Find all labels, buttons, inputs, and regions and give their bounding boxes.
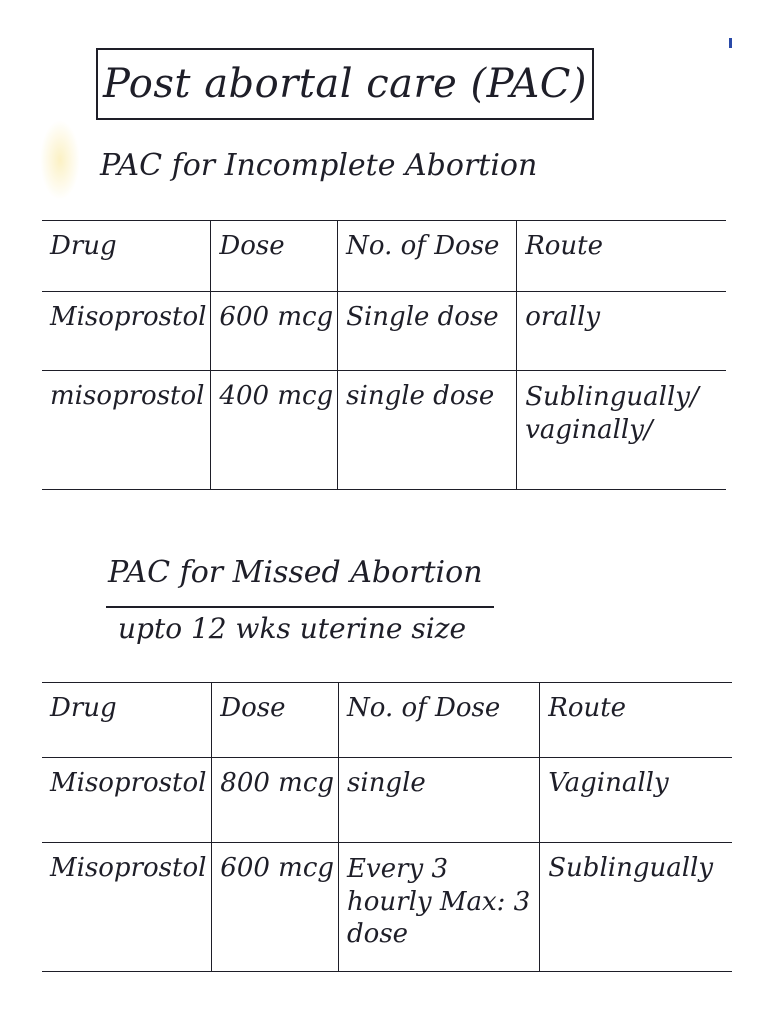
table-row [42, 758, 732, 843]
table-row [42, 843, 732, 972]
cell-route: orally [517, 292, 726, 371]
cell-dose: 600 mcg [211, 292, 338, 371]
ink-mark [729, 38, 732, 48]
missed-abortion-table [42, 682, 732, 972]
cell-drug: Misoprostol [42, 292, 211, 371]
cell-dose: 800 mcg [212, 758, 339, 843]
cell-no-of-dose: Single dose [338, 292, 517, 371]
cell-dose: 600 mcg [212, 843, 339, 972]
header-route: Route [517, 221, 726, 292]
table-row [42, 371, 726, 490]
incomplete-abortion-table [42, 220, 726, 490]
cell-drug: Misoprostol [42, 843, 212, 972]
header-no-of-dose: No. of Dose [338, 221, 517, 292]
heading-underline [106, 606, 494, 608]
cell-no-of-dose [339, 843, 540, 972]
header-route: Route [540, 683, 732, 758]
table-header-row [42, 221, 726, 292]
page-title-box [96, 48, 594, 120]
table-row [42, 292, 726, 371]
cell-route [517, 371, 726, 490]
cell-route-text: Sublingually/ vaginally/ [525, 382, 699, 445]
page-title: Post abortal care (PAC) [103, 61, 587, 107]
header-dose: Dose [212, 683, 339, 758]
cell-drug: misoprostol [42, 371, 211, 490]
header-drug: Drug [42, 221, 211, 292]
header-drug: Drug [42, 683, 212, 758]
cell-route: Vaginally [540, 758, 732, 843]
paper-smudge [40, 120, 80, 200]
section1-heading: PAC for Incomplete Abortion [100, 148, 538, 183]
cell-no-of-dose-text: Every 3 hourly Max: 3 dose [347, 854, 531, 949]
header-no-of-dose: No. of Dose [339, 683, 540, 758]
section2-heading: PAC for Missed Abortion [108, 555, 483, 590]
section2-subheading: upto 12 wks uterine size [118, 612, 467, 645]
cell-drug: Misoprostol [42, 758, 212, 843]
cell-no-of-dose: single [339, 758, 540, 843]
table-header-row [42, 683, 732, 758]
cell-dose: 400 mcg [211, 371, 338, 490]
header-dose: Dose [211, 221, 338, 292]
cell-route: Sublingually [540, 843, 732, 972]
cell-no-of-dose: single dose [338, 371, 517, 490]
